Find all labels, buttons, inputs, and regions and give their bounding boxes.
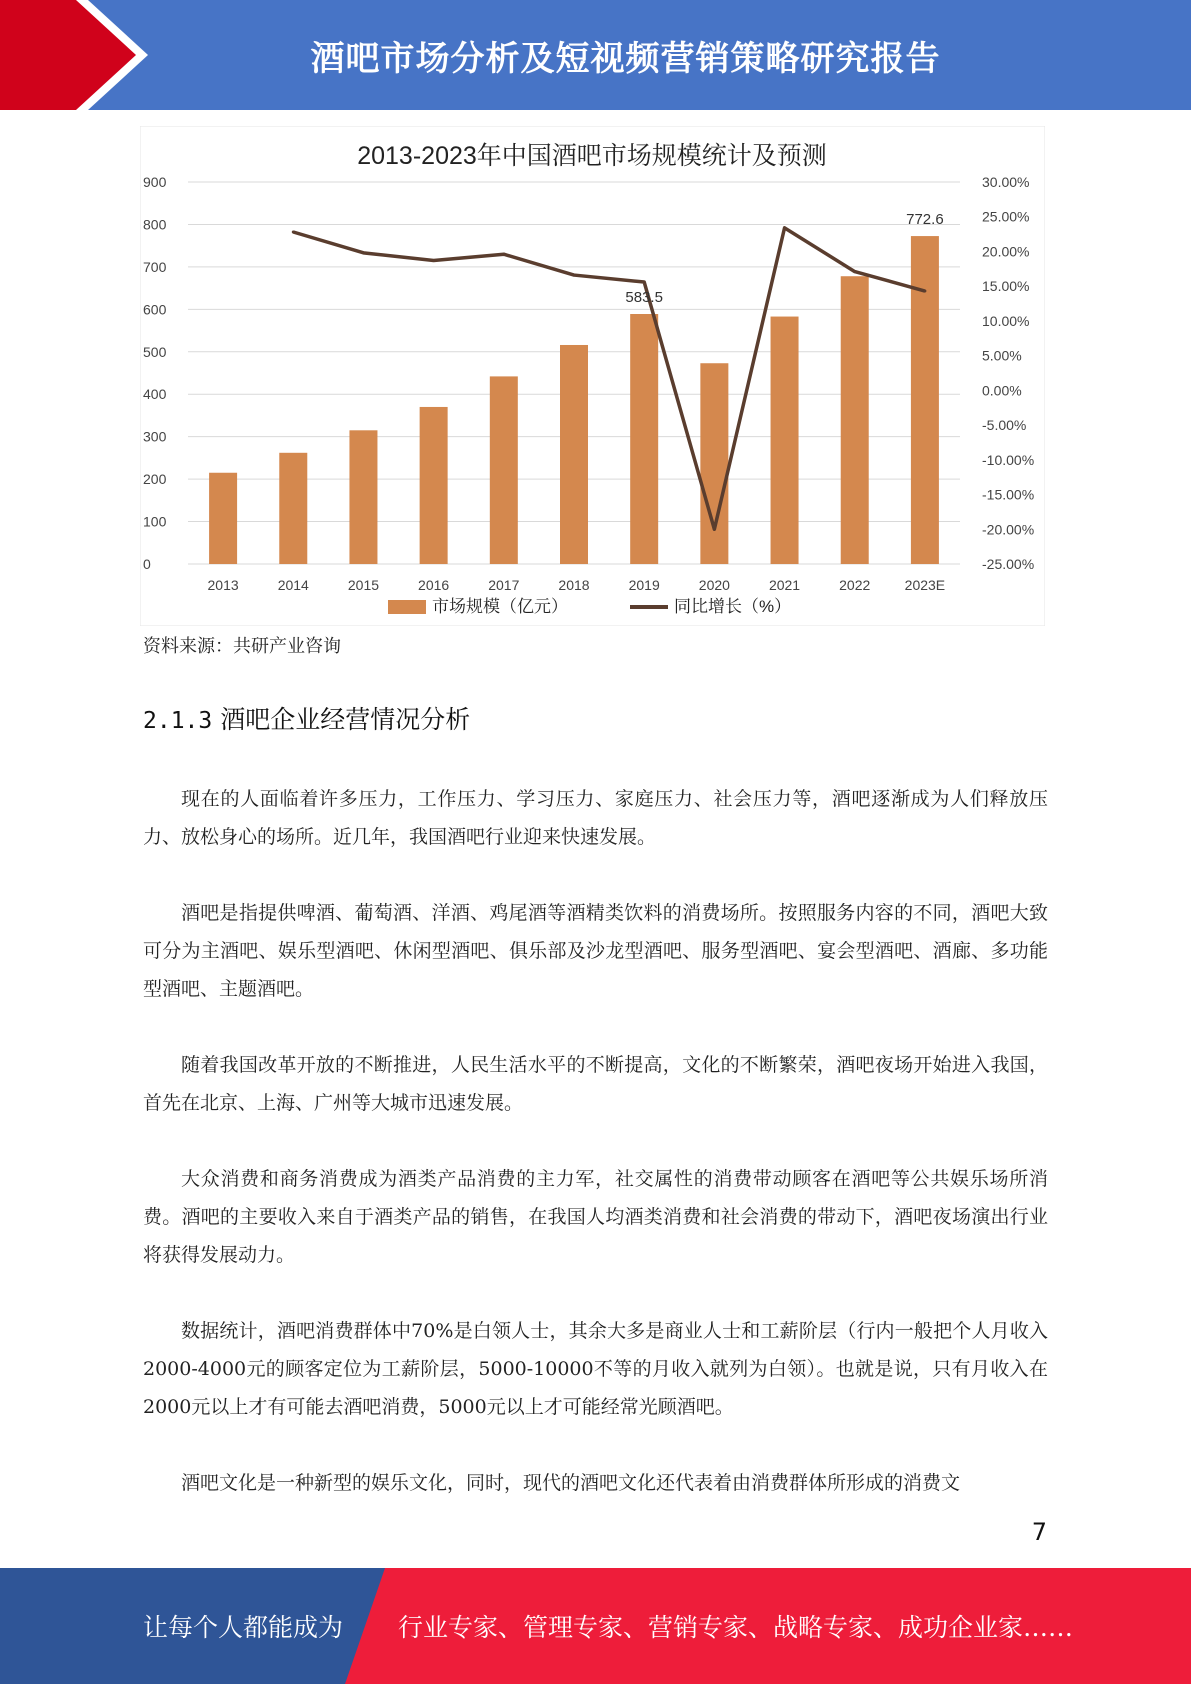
growth-point (853, 270, 856, 273)
data-label: 583.5 (625, 289, 663, 307)
y-left-tick-label: 600 (143, 301, 167, 318)
growth-point (362, 251, 365, 254)
y-right-tick-label: 20.00% (982, 243, 1030, 260)
footer-slogan-right: 行业专家、管理专家、营销专家、战略专家、成功企业家…… (398, 1613, 1074, 1642)
page-header (0, 0, 1191, 110)
paragraph: 酒吧文化是一种新型的娱乐文化，同时，现代的酒吧文化还代表着由消费群体所形成的消费文 (181, 1472, 961, 1494)
growth-point (573, 274, 576, 277)
y-right-tick-label: -10.00% (982, 451, 1035, 468)
bar (349, 430, 377, 564)
header-title: 酒吧市场分析及短视频营销策略研究报告 (310, 38, 941, 79)
paragraph: 随着我国改革开放的不断推进，人民生活水平的不断提高，文化的不断繁荣，酒吧夜场开始进入我国，首先在北京、上海、广州等大城市迅速发展。 (143, 1054, 1048, 1114)
legend-label-bar: 市场规模（亿元） (432, 597, 568, 616)
bar (700, 363, 728, 564)
section-title: 酒吧企业经营情况分析 (220, 705, 471, 734)
paragraph: 大众消费和商务消费成为酒类产品消费的主力军，社交属性的消费带动顾客在酒吧等公共娱乐场所消费。酒吧的主要收入来自于酒类产品的销售，在我国人均酒类消费和社会消费的带动下，酒吧夜场演出行业将获得发展动力。 (143, 1168, 1048, 1266)
chart-svg (140, 126, 1045, 626)
x-tick-label: 2019 (628, 577, 660, 593)
bar (209, 473, 237, 564)
y-right-tick-label: -20.00% (982, 521, 1035, 538)
chart-background (140, 126, 1045, 626)
paragraph: 数据统计，酒吧消费群体中70%是白领人士，其余大多是商业人士和工薪阶层（行内一般把个人月收入2000-4000元的顾客定位为工薪阶层，5000-10000不等的月收入就列为白领）。也就是说，只有月收入在2000元以上才有可能去酒吧消费，5000元以上才可能经常光顾酒吧。 (143, 1320, 1048, 1418)
x-tick-label: 2022 (839, 577, 871, 593)
x-tick-label: 2016 (418, 577, 450, 593)
chart-source: 资料来源：共研产业咨询 (143, 636, 341, 657)
y-left-tick-label: 400 (143, 386, 167, 403)
body-text (143, 780, 1048, 1540)
x-tick-label: 2015 (347, 577, 380, 593)
y-right-tick-label: 0.00% (982, 382, 1022, 399)
y-left-tick-label: 100 (143, 513, 167, 530)
bar (630, 314, 658, 564)
section-heading (143, 700, 470, 736)
growth-point (923, 290, 926, 293)
x-tick-label: 2023E (904, 577, 946, 593)
bar (911, 236, 939, 564)
bar (560, 345, 588, 564)
y-left-tick-label: 900 (143, 174, 167, 190)
y-left-tick-label: 0 (143, 556, 151, 572)
x-tick-label: 2021 (768, 577, 801, 593)
y-right-tick-label: 5.00% (982, 347, 1022, 364)
y-right-tick-label: 25.00% (982, 208, 1030, 225)
page-footer (0, 1568, 1191, 1684)
section-number: 2.1.3 (143, 708, 213, 734)
y-left-tick-label: 300 (143, 428, 167, 445)
y-right-tick-label: -15.00% (982, 486, 1035, 503)
growth-point (292, 231, 295, 234)
legend-label-line: 同比增长（%） (674, 597, 792, 616)
growth-point (783, 226, 786, 229)
bar (420, 407, 448, 564)
paragraph: 酒吧是指提供啤酒、葡萄酒、洋酒、鸡尾酒等酒精类饮料的消费场所。按照服务内容的不同，酒吧大致可分为主酒吧、娱乐型酒吧、休闲型酒吧、俱乐部及沙龙型酒吧、服务型酒吧、宴会型酒吧、酒廊、多功能型酒吧、主题酒吧。 (143, 902, 1048, 1000)
y-left-tick-label: 200 (143, 471, 167, 488)
growth-point (502, 253, 505, 256)
y-left-tick-label: 800 (143, 216, 167, 233)
y-right-tick-label: 30.00% (982, 174, 1030, 190)
growth-point (432, 259, 435, 262)
y-right-tick-label: -5.00% (982, 417, 1027, 434)
growth-point (643, 281, 646, 284)
x-tick-label: 2013 (207, 577, 239, 593)
y-right-tick-label: 10.00% (982, 312, 1030, 329)
legend-swatch-bar (388, 600, 426, 614)
market-size-chart (140, 126, 1045, 626)
bar (841, 276, 869, 564)
bar (279, 453, 307, 564)
x-tick-label: 2018 (558, 577, 590, 593)
x-tick-label: 2017 (488, 577, 520, 593)
bar (490, 376, 518, 564)
data-label: 772.6 (906, 211, 944, 229)
y-left-tick-label: 500 (143, 343, 167, 360)
bar (771, 317, 799, 564)
paragraph: 现在的人面临着许多压力，工作压力、学习压力、家庭压力、社会压力等，酒吧逐渐成为人们释放压力、放松身心的场所。近几年，我国酒吧行业迎来快速发展。 (143, 788, 1048, 848)
page-number: 7 (1031, 1518, 1047, 1546)
footer-slogan-left: 让每个人都能成为 (143, 1613, 344, 1642)
x-tick-label: 2014 (277, 577, 309, 593)
y-right-tick-label: 15.00% (982, 278, 1030, 295)
x-tick-label: 2020 (698, 577, 730, 593)
growth-point (713, 528, 716, 531)
chart-title: 2013-2023年中国酒吧市场规模统计及预测 (357, 142, 827, 170)
y-left-tick-label: 700 (143, 258, 167, 275)
y-right-tick-label: -25.00% (982, 556, 1035, 572)
